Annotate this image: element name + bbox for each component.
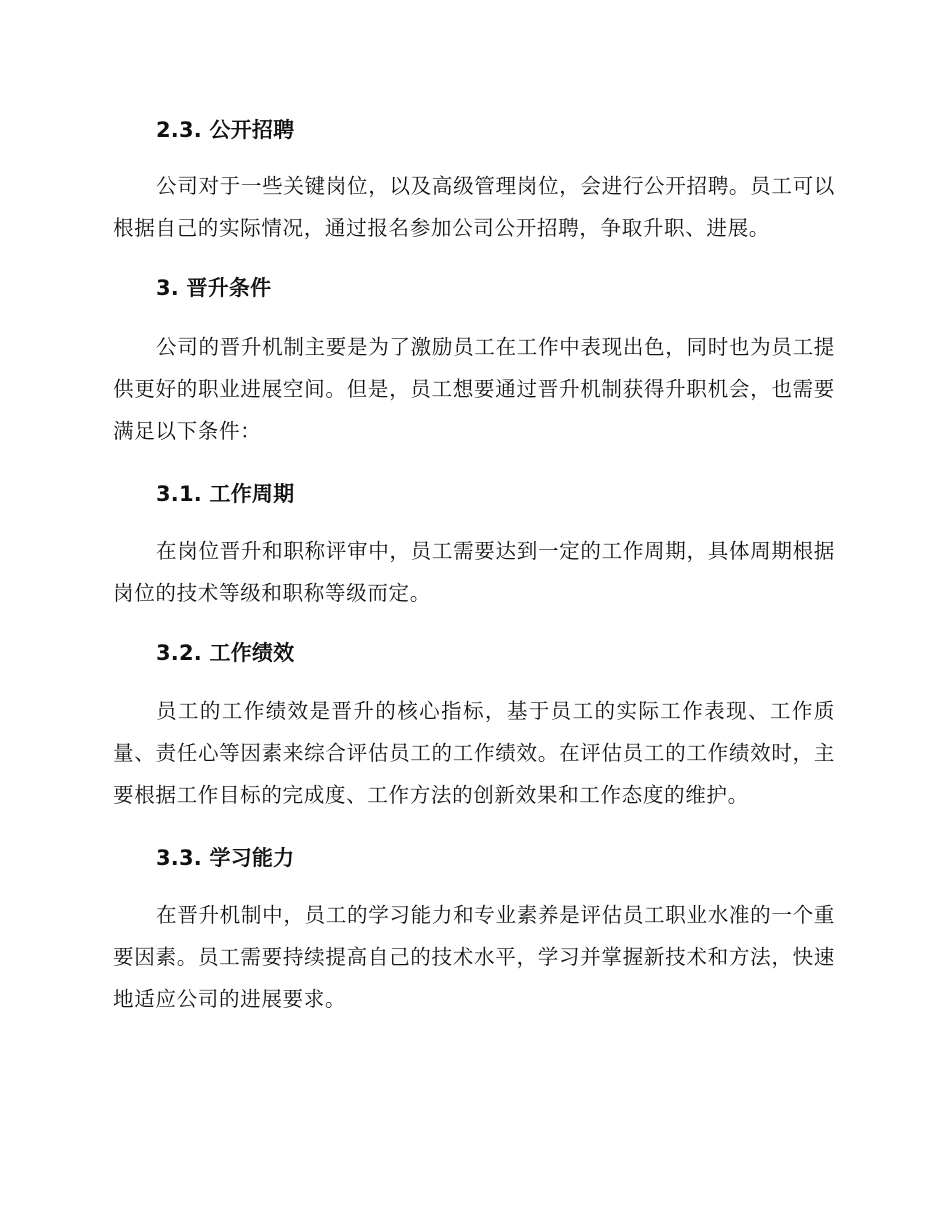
paragraph: 在晋升机制中，员工的学习能力和专业素养是评估员工职业水准的一个重要因素。员工需要持续提高自己的技术水平，学习并掌握新技术和方法，快速地适应公司的进展要求。 bbox=[113, 903, 835, 1011]
section-body-3-1 bbox=[113, 530, 835, 614]
paragraph: 员工的工作绩效是晋升的核心指标，基于员工的实际工作表现、工作质量、责任心等因素来综合评估员工的工作绩效。在评估员工的工作绩效时，主要根据工作目标的完成度、工作方法的创新效果和工作态度的维护。 bbox=[113, 699, 835, 807]
section-body-3 bbox=[113, 326, 835, 452]
section-body-3-2 bbox=[113, 690, 835, 816]
section-heading-3-3: 3.3. 学习能力 bbox=[156, 846, 295, 870]
section-body-3-3 bbox=[113, 894, 835, 1020]
paragraph: 在岗位晋升和职称评审中，员工需要达到一定的工作周期，具体周期根据岗位的技术等级和职称等级而定。 bbox=[113, 539, 835, 605]
paragraph: 公司对于一些关键岗位，以及高级管理岗位，会进行公开招聘。员工可以根据自己的实际情况，通过报名参加公司公开招聘，争取升职、进展。 bbox=[113, 174, 835, 240]
section-heading-3-1: 3.1. 工作周期 bbox=[156, 482, 295, 506]
section-heading-2-3: 2.3. 公开招聘 bbox=[156, 118, 295, 142]
section-heading-3-2: 3.2. 工作绩效 bbox=[156, 641, 295, 665]
paragraph: 公司的晋升机制主要是为了激励员工在工作中表现出色，同时也为员工提供更好的职业进展空间。但是，员工想要通过晋升机制获得升职机会，也需要满足以下条件： bbox=[113, 335, 835, 443]
section-heading-3: 3. 晋升条件 bbox=[156, 276, 272, 300]
section-body-2-3 bbox=[113, 165, 835, 249]
